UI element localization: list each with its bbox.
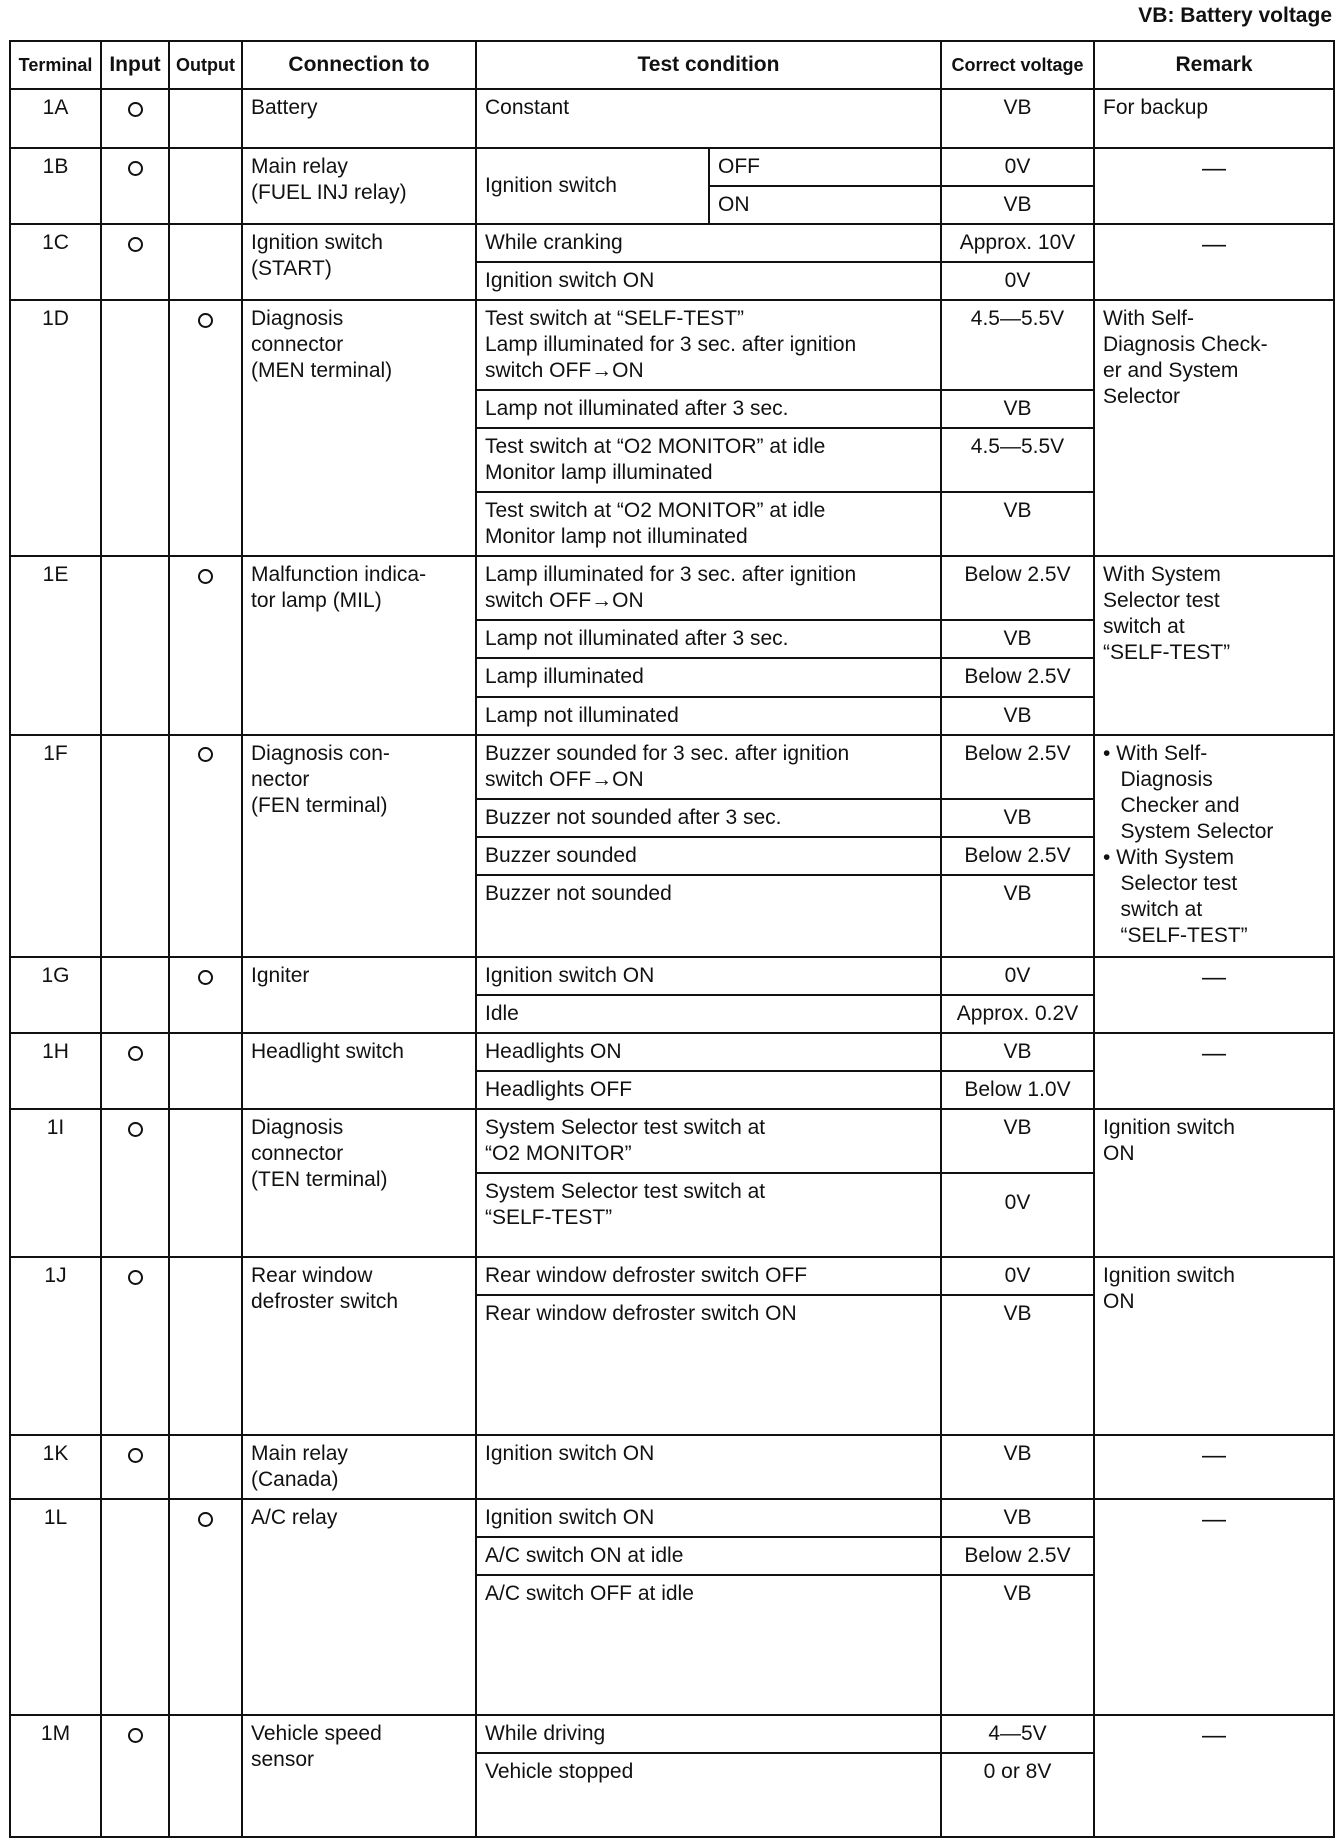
header-voltage: Correct voltage [941, 41, 1094, 89]
terminal-cell: 1E [10, 556, 101, 734]
voltage-cell: VB [941, 697, 1094, 735]
condition-cell: Ignition switch ON [476, 1499, 941, 1537]
voltage-cell: 4.5—5.5V [941, 428, 1094, 492]
terminal-cell: 1G [10, 957, 101, 1033]
condition-cell: OFF [709, 148, 941, 186]
voltage-cell: VB [941, 1575, 1094, 1715]
output-cell [169, 1715, 242, 1837]
voltage-cell: 0V [941, 148, 1094, 186]
header-input: Input [101, 41, 169, 89]
remark-cell: — [1094, 1715, 1334, 1837]
output-cell [169, 1257, 242, 1435]
terminal-cell: 1K [10, 1435, 101, 1499]
circle-icon [128, 1270, 143, 1285]
circle-icon [128, 102, 143, 117]
voltage-cell: VB [941, 1295, 1094, 1435]
output-cell [169, 224, 242, 300]
terminal-cell: 1A [10, 89, 101, 148]
terminal-cell: 1M [10, 1715, 101, 1837]
output-cell [169, 1109, 242, 1257]
voltage-cell: VB [941, 1499, 1094, 1537]
condition-cell: Lamp illuminated [476, 658, 941, 696]
remark-cell: • With Self- Diagnosis Checker and System Selector • With System Selector test switch at “SELF-TEST” [1094, 735, 1334, 957]
voltage-cell: VB [941, 186, 1094, 224]
condition-cell: Buzzer sounded for 3 sec. after ignition switch OFF→ON [476, 735, 941, 799]
table-row [10, 556, 1334, 620]
circle-icon [198, 313, 213, 328]
voltage-cell: 4.5—5.5V [941, 300, 1094, 390]
circle-icon [198, 569, 213, 584]
terminal-voltage-table [9, 40, 1335, 1838]
remark-cell: — [1094, 1033, 1334, 1109]
remark-cell: — [1094, 224, 1334, 300]
voltage-cell: Below 2.5V [941, 837, 1094, 875]
condition-cell: Idle [476, 995, 941, 1033]
connection-cell: A/C relay [242, 1499, 476, 1715]
input-cell [101, 735, 169, 957]
output-mark [169, 300, 242, 556]
voltage-cell: Approx. 10V [941, 224, 1094, 262]
output-mark [169, 556, 242, 734]
voltage-cell: Below 1.0V [941, 1071, 1094, 1109]
voltage-cell: VB [941, 1435, 1094, 1499]
output-cell [169, 148, 242, 224]
remark-cell: With System Selector test switch at “SELF-TEST” [1094, 556, 1334, 734]
input-mark [101, 1033, 169, 1109]
connection-cell: Battery [242, 89, 476, 148]
condition-cell: Lamp not illuminated after 3 sec. [476, 390, 941, 428]
voltage-cell: VB [941, 799, 1094, 837]
condition-cell: While driving [476, 1715, 941, 1753]
input-mark [101, 89, 169, 148]
terminal-cell: 1H [10, 1033, 101, 1109]
voltage-cell: Below 2.5V [941, 658, 1094, 696]
terminal-cell: 1D [10, 300, 101, 556]
terminal-cell: 1J [10, 1257, 101, 1435]
condition-cell: System Selector test switch at “SELF-TEST” [476, 1173, 941, 1257]
condition-cell: Buzzer not sounded after 3 sec. [476, 799, 941, 837]
header-output: Output [169, 41, 242, 89]
table-row [10, 1033, 1334, 1071]
connection-cell: Main relay (FUEL INJ relay) [242, 148, 476, 224]
output-mark [169, 1499, 242, 1715]
condition-cell: Lamp illuminated for 3 sec. after ignition switch OFF→ON [476, 556, 941, 620]
table-row [10, 89, 1334, 148]
voltage-cell: 0V [941, 262, 1094, 300]
connection-cell: Igniter [242, 957, 476, 1033]
header-connection: Connection to [242, 41, 476, 89]
condition-cell: Constant [476, 89, 941, 148]
condition-cell: Test switch at “SELF-TEST” Lamp illuminated for 3 sec. after ignition switch OFF→ON [476, 300, 941, 390]
header-remark: Remark [1094, 41, 1334, 89]
condition-cell: Vehicle stopped [476, 1753, 941, 1837]
voltage-cell: VB [941, 875, 1094, 957]
condition-cell: Buzzer sounded [476, 837, 941, 875]
condition-cell: Buzzer not sounded [476, 875, 941, 957]
connection-cell: Malfunction indica- tor lamp (MIL) [242, 556, 476, 734]
voltage-cell: VB [941, 390, 1094, 428]
remark-cell: — [1094, 148, 1334, 224]
circle-icon [198, 970, 213, 985]
voltage-cell: VB [941, 492, 1094, 556]
condition-cell: ON [709, 186, 941, 224]
voltage-cell: Approx. 0.2V [941, 995, 1094, 1033]
table-row [10, 1499, 1334, 1537]
voltage-cell: VB [941, 1033, 1094, 1071]
table-row [10, 1257, 1334, 1295]
output-mark [169, 957, 242, 1033]
condition-cell: Headlights ON [476, 1033, 941, 1071]
table-row [10, 735, 1334, 799]
terminal-cell: 1L [10, 1499, 101, 1715]
connection-cell: Headlight switch [242, 1033, 476, 1109]
input-cell [101, 1499, 169, 1715]
condition-cell: A/C switch OFF at idle [476, 1575, 941, 1715]
connection-cell: Diagnosis connector (MEN terminal) [242, 300, 476, 556]
circle-icon [128, 161, 143, 176]
voltage-cell: Below 2.5V [941, 735, 1094, 799]
table-row [10, 224, 1334, 262]
voltage-cell: VB [941, 89, 1094, 148]
input-mark [101, 1109, 169, 1257]
connection-cell: Main relay (Canada) [242, 1435, 476, 1499]
condition-cell: Lamp not illuminated after 3 sec. [476, 620, 941, 658]
header-terminal: Terminal [10, 41, 101, 89]
table-row [10, 1715, 1334, 1753]
output-cell [169, 1435, 242, 1499]
terminal-cell: 1C [10, 224, 101, 300]
circle-icon [198, 747, 213, 762]
voltage-cell: VB [941, 1109, 1094, 1173]
circle-icon [128, 1728, 143, 1743]
condition-cell: Ignition switch ON [476, 957, 941, 995]
table-row [10, 148, 1334, 186]
input-cell [101, 300, 169, 556]
remark-cell: — [1094, 1435, 1334, 1499]
connection-cell: Diagnosis con- nector (FEN terminal) [242, 735, 476, 957]
condition-cell: Lamp not illuminated [476, 697, 941, 735]
condition-cell: While cranking [476, 224, 941, 262]
table-row [10, 1435, 1334, 1499]
input-cell [101, 556, 169, 734]
header-condition: Test condition [476, 41, 941, 89]
condition-cell: A/C switch ON at idle [476, 1537, 941, 1575]
condition-cell: System Selector test switch at “O2 MONITOR” [476, 1109, 941, 1173]
circle-icon [128, 1448, 143, 1463]
input-mark [101, 1715, 169, 1837]
condition-cell: Ignition switch ON [476, 262, 941, 300]
condition-cell: Test switch at “O2 MONITOR” at idle Monitor lamp not illuminated [476, 492, 941, 556]
remark-cell: For backup [1094, 89, 1334, 148]
remark-cell: Ignition switch ON [1094, 1257, 1334, 1435]
voltage-cell: 0 or 8V [941, 1753, 1094, 1837]
connection-cell: Ignition switch (START) [242, 224, 476, 300]
table-row [10, 300, 1334, 390]
remark-cell: — [1094, 1499, 1334, 1715]
connection-cell: Vehicle speed sensor [242, 1715, 476, 1837]
condition-cell: Rear window defroster switch ON [476, 1295, 941, 1435]
circle-icon [128, 1046, 143, 1061]
input-mark [101, 1435, 169, 1499]
battery-voltage-note: VB: Battery voltage [1138, 4, 1332, 27]
remark-cell: — [1094, 957, 1334, 1033]
table-row [10, 1109, 1334, 1173]
remark-cell: With Self- Diagnosis Check- er and System Selector [1094, 300, 1334, 556]
circle-icon [128, 237, 143, 252]
circle-icon [128, 1122, 143, 1137]
circle-icon [198, 1512, 213, 1527]
terminal-cell: 1B [10, 148, 101, 224]
connection-cell: Rear window defroster switch [242, 1257, 476, 1435]
input-cell [101, 957, 169, 1033]
condition-group-cell: Ignition switch [476, 148, 709, 224]
voltage-cell: Below 2.5V [941, 556, 1094, 620]
input-mark [101, 1257, 169, 1435]
terminal-cell: 1F [10, 735, 101, 957]
voltage-cell: VB [941, 620, 1094, 658]
voltage-cell: 0V [941, 1173, 1094, 1257]
condition-cell: Headlights OFF [476, 1071, 941, 1109]
table-row [10, 957, 1334, 995]
voltage-cell: 0V [941, 1257, 1094, 1295]
condition-cell: Test switch at “O2 MONITOR” at idle Monitor lamp illuminated [476, 428, 941, 492]
input-mark [101, 148, 169, 224]
terminal-cell: 1I [10, 1109, 101, 1257]
connection-cell: Diagnosis connector (TEN terminal) [242, 1109, 476, 1257]
output-cell [169, 1033, 242, 1109]
voltage-cell: 4—5V [941, 1715, 1094, 1753]
voltage-cell: Below 2.5V [941, 1537, 1094, 1575]
remark-cell: Ignition switch ON [1094, 1109, 1334, 1257]
header-row [10, 41, 1334, 89]
voltage-cell: 0V [941, 957, 1094, 995]
condition-cell: Ignition switch ON [476, 1435, 941, 1499]
output-mark [169, 735, 242, 957]
condition-cell: Rear window defroster switch OFF [476, 1257, 941, 1295]
input-mark [101, 224, 169, 300]
output-cell [169, 89, 242, 148]
